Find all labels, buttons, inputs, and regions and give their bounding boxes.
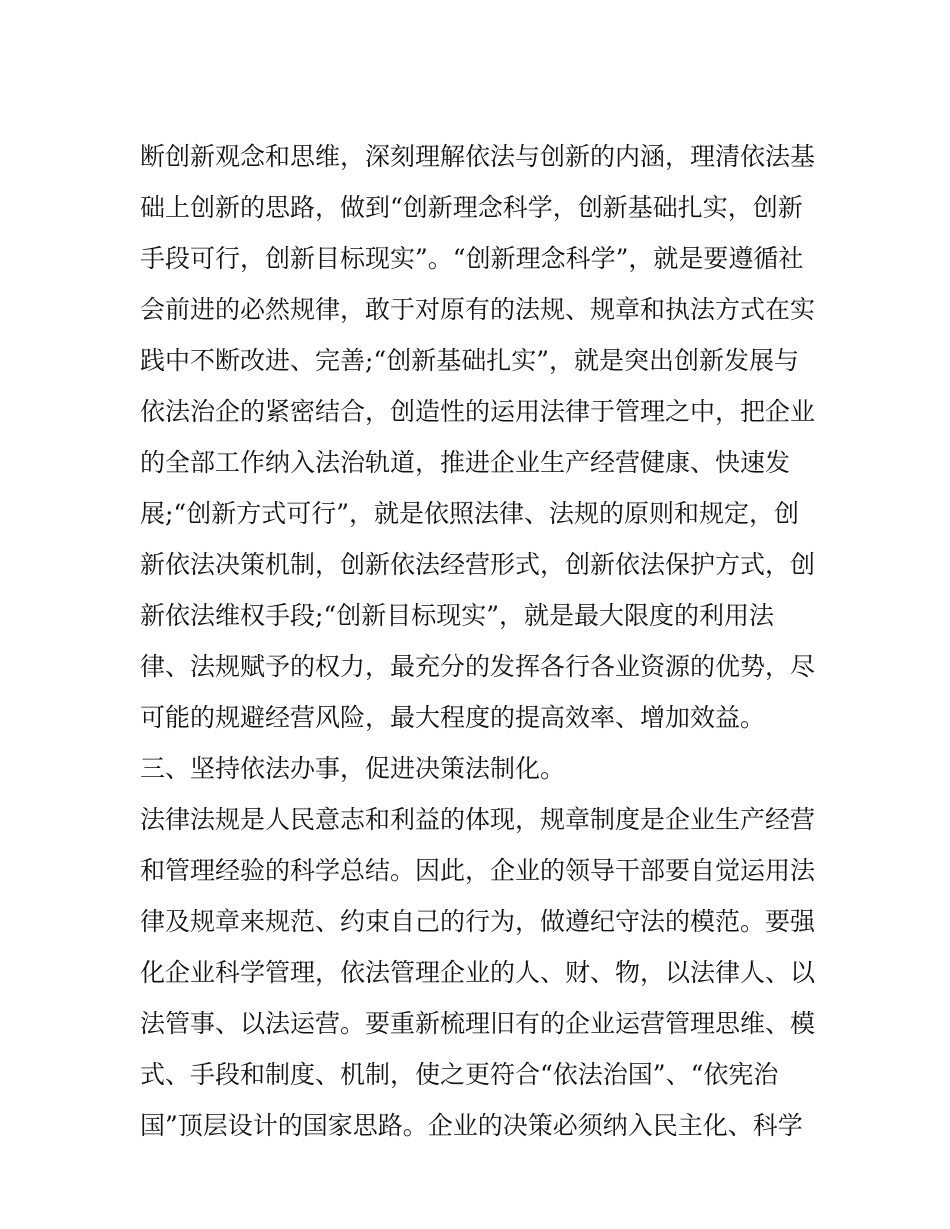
text-line: 展;“创新方式可行”，就是依照法律、法规的原则和规定，创 xyxy=(140,499,799,528)
text-line: 可能的规避经营风险，最大程度的提高效率、增加效益。 xyxy=(140,703,766,732)
text-line: 的全部工作纳入法治轨道，推进企业生产经营健康、快速发 xyxy=(140,448,791,477)
body-text xyxy=(140,131,820,1151)
text-line: 国”顶层设计的国家思路。企业的决策必须纳入民主化、科学 xyxy=(140,1111,803,1140)
text-line: 律及规章来规范、约束自己的行为，做遵纪守法的模范。要强 xyxy=(140,907,816,936)
text-line: 依法治企的紧密结合，创造性的运用法律于管理之中，把企业 xyxy=(140,397,816,426)
text-line: 法管事、以法运营。要重新梳理旧有的企业运营管理思维、模 xyxy=(140,1009,816,1038)
text-line: 律、法规赋予的权力，最充分的发挥各行各业资源的优势，尽 xyxy=(140,652,816,681)
text-line: 践中不断改进、完善;“创新基础扎实”，就是突出创新发展与 xyxy=(140,346,799,375)
text-line: 手段可行，创新目标现实”。“创新理念科学”，就是要遵循社 xyxy=(140,244,804,273)
text-line: 和管理经验的科学总结。因此，企业的领导干部要自觉运用法 xyxy=(140,856,816,885)
text-line: 础上创新的思路，做到“创新理念科学，创新基础扎实，创新 xyxy=(140,193,803,222)
text-line: 新依法维权手段;“创新目标现实”，就是最大限度的利用法 xyxy=(140,601,774,630)
text-line: 法律法规是人民意志和利益的体现，规章制度是企业生产经营 xyxy=(140,805,816,834)
section-heading: 三、坚持依法办事，促进决策法制化。 xyxy=(140,754,566,783)
text-line: 新依法决策机制，创新依法经营形式，创新依法保护方式，创 xyxy=(140,550,816,579)
text-line: 断创新观念和思维，深刻理解依法与创新的内涵，理清依法基 xyxy=(140,142,816,171)
text-line: 会前进的必然规律，敢于对原有的法规、规章和执法方式在实 xyxy=(140,295,816,324)
text-line: 化企业科学管理，依法管理企业的人、财、物，以法律人、以 xyxy=(140,958,816,987)
text-line: 式、手段和制度、机制，使之更符合“依法治国”、“依宪治 xyxy=(140,1060,779,1089)
